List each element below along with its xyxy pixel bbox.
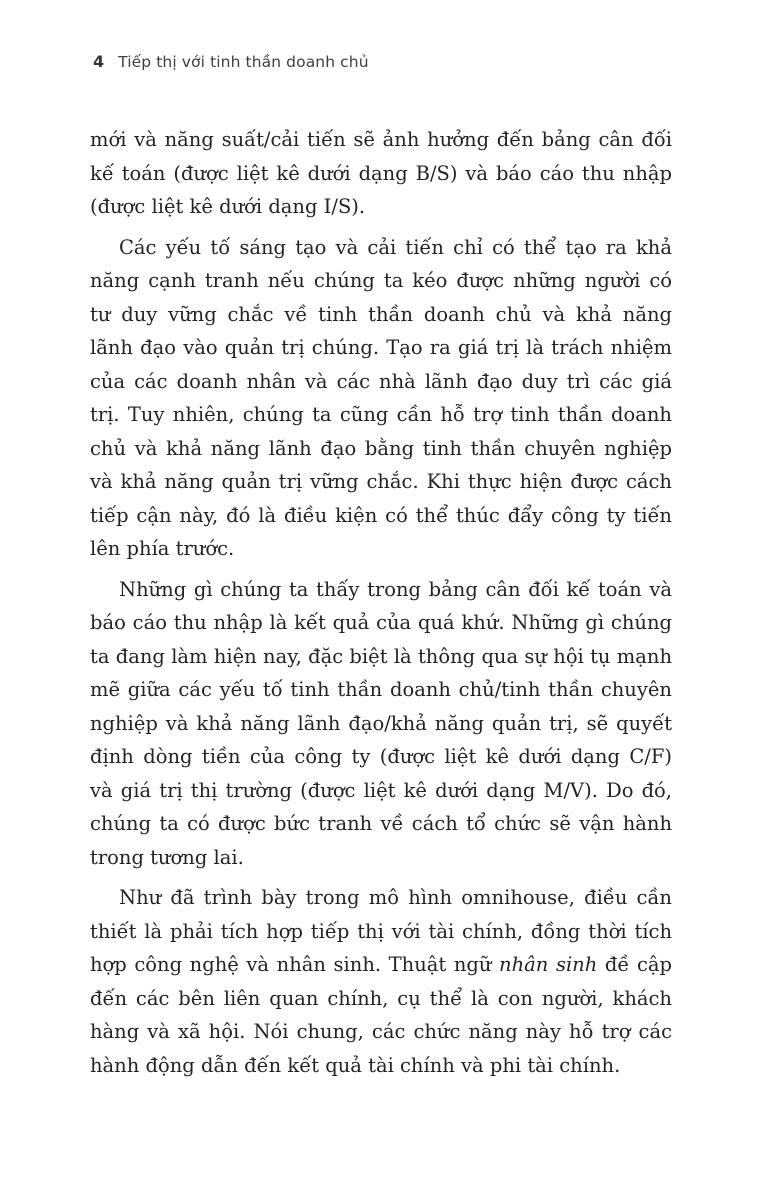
body-text (90, 123, 672, 1082)
paragraph (90, 881, 672, 1082)
text-line: lãnh đạo vào quản trị chúng. Tạo ra giá trị là trách nhiệm (90, 336, 672, 359)
text-line: (được liệt kê dưới dạng I/S). (90, 195, 366, 218)
text-line: trị. Tuy nhiên, chúng ta cũng cần hỗ trợ tinh thần doanh (90, 403, 672, 426)
text-line: nghiệp và khả năng lãnh đạo/khả năng quản trị, sẽ quyết (90, 711, 672, 735)
text-line: hợp công nghệ và nhân sinh. Thuật ngữ nhân sinh đề cập (90, 953, 673, 976)
paragraph (90, 573, 672, 875)
text-line: báo cáo thu nhập là kết quả của quá khứ. Những gì chúng (90, 611, 672, 634)
page-header (93, 52, 369, 71)
text-line: trong tương lai. (90, 845, 244, 869)
text-line: ta đang làm hiện nay, đặc biệt là thông qua sự hội tụ mạnh (90, 644, 672, 668)
paragraph (90, 231, 672, 566)
text-line: lên phía trước. (90, 537, 235, 560)
running-head: Tiếp thị với tinh thần doanh chủ (118, 53, 369, 71)
text-line: và giá trị thị trường (được liệt kê dưới dạng M/V). Do đó, (90, 778, 672, 802)
text-line: hàng và xã hội. Nói chung, các chức năng này hỗ trợ các (90, 1020, 672, 1043)
text-line: chúng ta có được bức tranh về cách tổ chức sẽ vận hành (90, 812, 672, 835)
text-line: Những gì chúng ta thấy trong bảng cân đối kế toán và (119, 577, 672, 601)
text-line: đến các bên liên quan chính, cụ thể là con người, khách (90, 986, 672, 1010)
text-line: tư duy vững chắc về tinh thần doanh chủ và khả năng (90, 302, 672, 326)
text-line: chủ và khả năng lãnh đạo bằng tinh thần chuyên nghiệp (90, 436, 672, 460)
text-line: định dòng tiền của công ty (được liệt kê dưới dạng C/F) (90, 745, 672, 768)
text-line: mẽ giữa các yếu tố tinh thần doanh chủ/tinh thần chuyên (90, 678, 672, 701)
text-line: Các yếu tố sáng tạo và cải tiến chỉ có thể tạo ra khả (119, 235, 672, 259)
text-line: Như đã trình bày trong mô hình omnihouse, điều cần (119, 886, 672, 909)
text-line: của các doanh nhân và các nhà lãnh đạo duy trì các giá (90, 369, 672, 393)
text-line: tiếp cận này, đó là điều kiện có thể thúc đẩy công ty tiến (90, 503, 672, 527)
text-line: và khả năng quản trị vững chắc. Khi thực hiện được cách (90, 470, 672, 493)
text-line: hành động dẫn đến kết quả tài chính và phi tài chính. (90, 1053, 621, 1077)
paragraph (90, 123, 672, 224)
text-line: năng cạnh tranh nếu chúng ta kéo được những người có (90, 269, 672, 292)
page-number: 4 (93, 52, 105, 71)
text-line: thiết là phải tích hợp tiếp thị với tài chính, đồng thời tích (90, 919, 672, 943)
text-line: mới và năng suất/cải tiến sẽ ảnh hưởng đến bảng cân đối (90, 128, 672, 151)
text-line: kế toán (được liệt kê dưới dạng B/S) và báo cáo thu nhập (90, 161, 672, 185)
